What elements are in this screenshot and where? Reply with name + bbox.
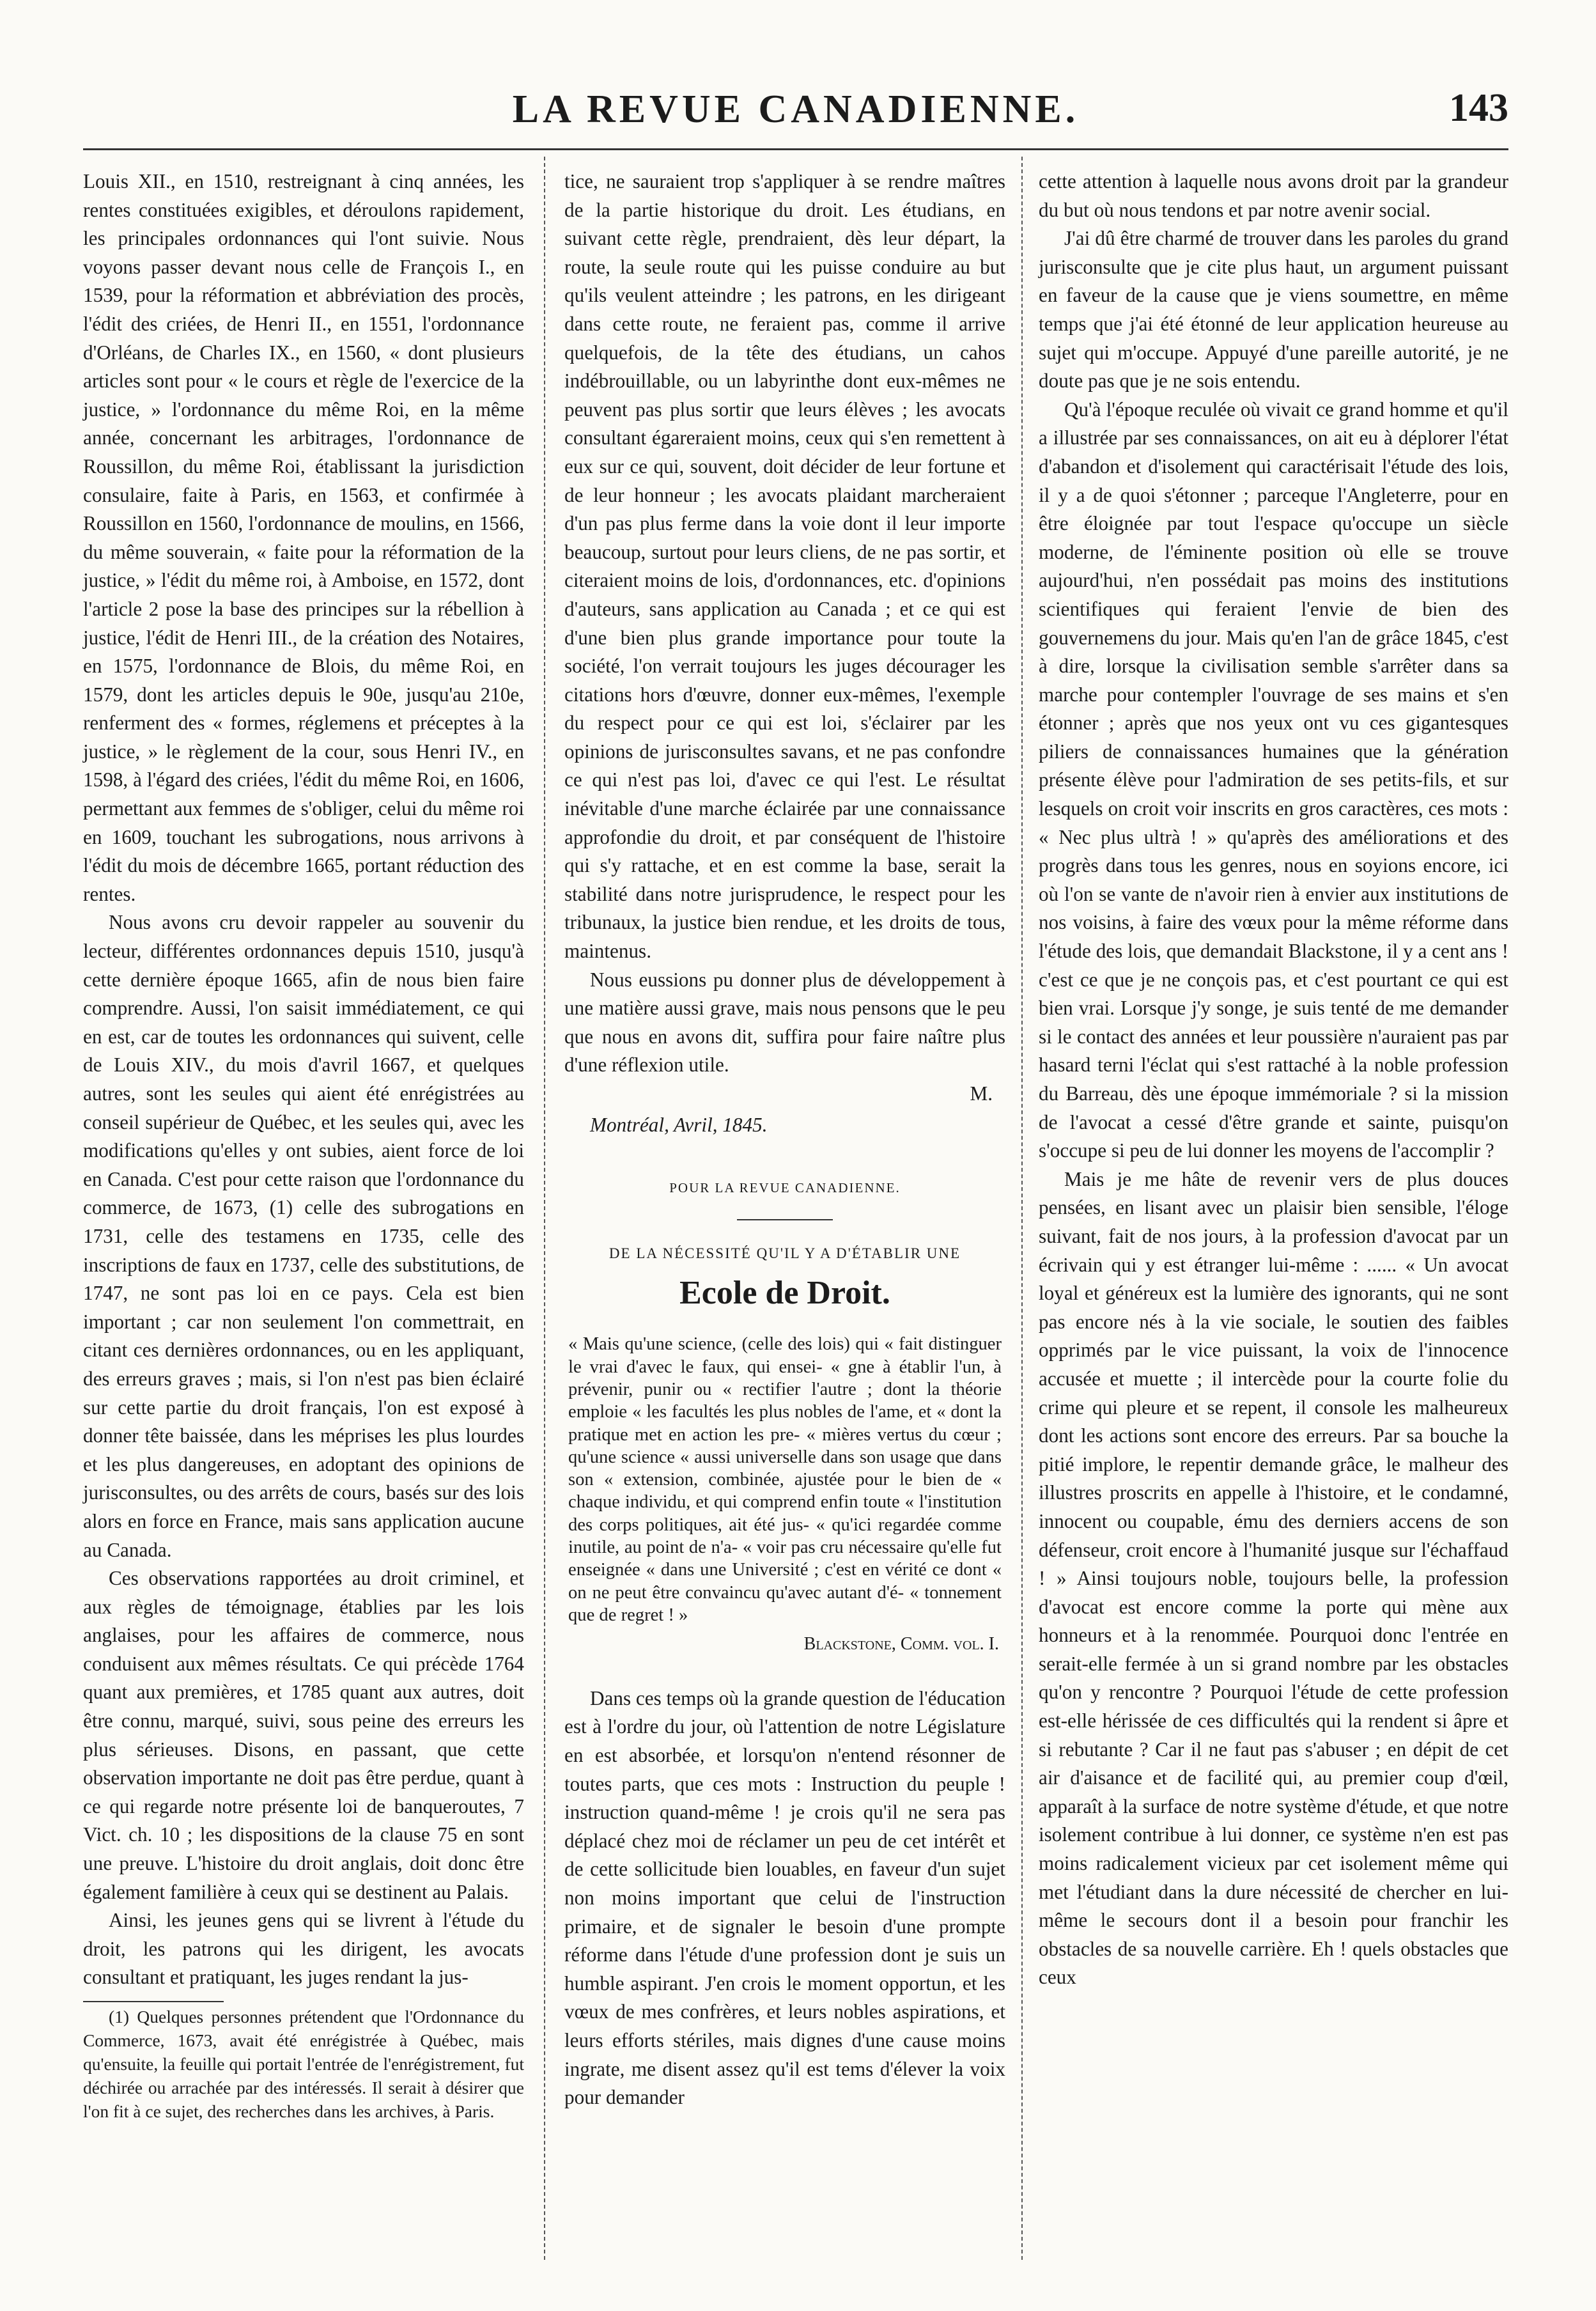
page-header — [83, 83, 1508, 134]
paragraph: cette attention à laquelle nous avons droit par la grandeur du but où nous tendons et par notre avenir social. — [1039, 170, 1508, 221]
paragraph: Nous avons cru devoir rappeler au souvenir du lecteur, différentes ordonnances depuis 1510, jusqu'à cette dernière époque 1665, afin de nous bien faire comprendre. Aussi, l'on saisit immédiatement, ce qui en est, car de toutes les ordonnances qui suivent, celle de Louis XIV., du mois d'avril 1667, et quelques autres, sont les seules qui aient été enrégistrées au conseil supérieur de Québec, et les seules qui, avec les modifications qu'elles y ont subies, aient force de loi en Canada. C'est pour cette raison que l'ordonnance du commerce, de 1673, (1) celle des subrogations en 1731, celle des testamens en 1735, celle des inscriptions de faux en 1737, celle des substitutions, de 1747, ne sont pas loi en ce pays. Cela est bien important ; car non seulement l'on commettrait, en citant ces dernières ordonnances, ou en les appliquant, des erreurs graves ; mais, si l'on n'est pas bien éclairé sur cette partie du droit français, l'on est exposé à donner tête baissée, dans les méprises les plus lourdes et les plus dangereuses, en adoptant des opinions de jurisconsultes, ou des arrêts de cours, basés sur des lois alors en force en France, mais sans application aucune au Canada. — [83, 911, 524, 1561]
paragraph: Qu'à l'époque reculée où vivait ce grand homme et qu'il a illustrée par ses connaissances, on ait eu à déplorer l'état d'abandon et d'isolement qui caractérisait l'étude des lois, il y a de quoi s'étonner ; parceque l'Angleterre, pour en être éloignée par tout l'espace qu'occupe un siècle moderne, de l'éminente position où elle se trouve aujourd'hui, n'en possédait pas moins des institutions scientifiques qui feraient l'envie de bien des gouvernemens du jour. Mais qu'en l'an de grâce 1845, c'est à dire, lorsque la civilisation semble s'arrêter dans sa marche pour contempler l'ouvrage de ses mains et s'en étonner ; après que nos yeux ont vu ces gigantesques piliers de connaissances humaines que la génération présente élève pour l'admiration de ses petits-fils, et sur lesquels on croit voir inscrits en gros caractères, ces mots : « Nec plus ultrà ! » qu'après des améliorations et des progrès dans tous les genres, nous en soyions encore, ici où l'on se vante de n'avoir rien à envier aux institutions de nos voisins, à faire des vœux pour la même réforme dans l'étude des lois, que demandait Blackstone, il y a cent ans ! c'est ce que je ne conçois pas, et c'est pourtant ce qui est bien vrai. Lorsque j'y songe, je suis tenté de me demander si le contact des années et leur poussière n'auraient pas par hasard terni l'éclat qui s'est rattaché à la noble profession du Barreau, dès une époque immémoriale ? si la mission de l'avocat a cessé d'être grande et sainte, puisqu'on s'occupe si peu de lui donner les moyens de l'accomplir ? — [1039, 398, 1508, 1162]
article-subheading: DE LA NÉCESSITÉ QU'IL Y A D'ÉTABLIR UNE — [608, 1245, 961, 1261]
column-divider-2 — [1021, 157, 1023, 2260]
paragraph: Mais je me hâte de revenir vers de plus douces pensées, en lisant avec un plaisir bien sensible, l'éloge suivant, fait de nos jours, à la profession d'avocat par un écrivain qui y est étranger lui-même : ...... « Un avocat loyal et généreux est la lumière des ignorants, qui ne sont pas encore nés à la vie sociale, le soutien des faibles opprimés par le vice puissant, la voix de l'innocence accusée et muette ; il intercède pour la courte folie du crime qui pleure et se repent, il console les malheureux dont les actions sont encore des erreurs. Par sa bouche la pitié implore, le repentir demande grâce, le malheur des illustres proscrits en appelle à l'histoire, et le condamné, innocent ou coupable, ému des derniers accens de son défenseur, croit encore à l'humanité jusque sur l'échaffaud ! » Ainsi toujours noble, toujours belle, la profession d'avocat est encore comme la porte qui mène aux honneurs et à la renommée. Pourquoi donc l'entrée en serait-elle fermée à un si grand nombre par les obstacles qu'on y rencontre ? Pourquoi l'étude de cette profession est-elle hérissée de ces difficultés qui la rendent si âpre et si rebutante ? Car il ne faut pas s'abuser ; en dépit de cet air d'aisance et de facilité qui, au premier coup d'œil, apparaît à la surface de notre système d'étude, et que notre isolement contribue à lui donner, ce système n'en est pas moins radicalement vicieux par cet isolement même qui met l'étudiant dans la dure nécessité de chercher en lui-même le secours dont il a besoin pour franchir les obstacles de sa nouvelle carrière. Eh ! quels obstacles que ceux — [1039, 1167, 1508, 1989]
dateline: Montréal, Avril, 1845. — [590, 1113, 768, 1136]
epigraph-citation: Blackstone, Comm. vol. I. — [803, 1634, 999, 1654]
article-headline: Ecole de Droit. — [679, 1275, 890, 1312]
epigraph-quote: « Mais qu'une science, (celle des lois) qui « fait distinguer le vrai d'avec le faux, qui ensei- « gne à établir l'un, à prévenir, punir ou « rectifier l'autre ; dont la théorie emploie « les facultés les plus nobles de l'ame, et « dont la pratique met en action les pre- « mières vertus du cœur ; qu'une science « aussi universelle dans son usage que dans son « extension, combinée, ajustée pour le bien de « chaque individu, et qui comprend enfin toute « l'institution des corps politiques, ait été jus- « qu'ici regardée comme inutile, au point de n'a- « voir pas cru nécessaire qu'elle fut enseignée « dans une Université ; c'est en vérité ce dont « on ne peut être convaincu qu'avec autant d'é- « tonnement que de regret ! » — [568, 1334, 1002, 1625]
journal-title: LA REVUE CANADIENNE. — [512, 88, 1080, 131]
article-rubric: POUR LA REVUE CANADIENNE. — [669, 1180, 901, 1196]
column-3 — [1039, 167, 1508, 1992]
footnote: (1) Quelques personnes prétendent que l'Ordonnance du Commerce, 1673, avait été enrégistrée à Québec, mais qu'ensuite, la feuille qui portait l'entrée de l'enrégistrement, fut déchirée ou arrachée par des intéressés. Il serait à désirer que l'on fit à ce sujet, des recherches dans les archives, à Paris. — [83, 2007, 524, 2121]
paragraph: Louis XII., en 1510, restreignant à cinq années, les rentes constituées exigibles, et déroulons rapidement, les principales ordonnances qui l'ont suivie. Nous voyons passer devant nous celle de François I., en 1539, pour la réformation et abbréviation des procès, l'édit des criées, de Henri II., en 1551, l'ordonnance d'Orléans, de Charles IX., en 1560, « dont plusieurs articles sont pour « le cours et règle de l'exercice de la justice, » l'ordonnance du même Roi, en la même année, concernant les arbitrages, l'ordonnance de Roussillon, du même Roi, établissant la jurisdiction consulaire, faite à Paris, en 1563, et confirmée à Roussillon en 1560, l'ordonnance de moulins, en 1566, du même souverain, « faite pour la réformation de la justice, » l'édit du même roi, à Amboise, en 1572, dont l'article 2 pose la base des principes sur la rébellion à justice, l'édit de Henri III., de la création des Notaires, en 1575, l'ordonnance de Blois, du même Roi, en 1579, dont les articles depuis le 90e, jusqu'au 210e, renferment des « formes, réglemens et préceptes à la justice, » le règlement de la cour, sous Henri IV., en 1598, à l'égard des criées, l'édit du même Roi, en 1606, permettant aux femmes de s'obliger, celui du même roi en 1609, touchant les subrogations, nous arrivons à l'édit du mois de décembre 1665, portant réduction des rentes. — [83, 170, 524, 905]
footnote-rule — [83, 2001, 224, 2002]
paragraph: Dans ces temps où la grande question de l'éducation est à l'ordre du jour, où l'attention de notre Législature en est absorbée, et lorsqu'on n'entend résonner de toutes parts, que ces mots : Instruction du peuple ! instruction quand-même ! je crois qu'il ne sera pas déplacé chez moi de réclamer un peu de cet intérêt et de cette sollicitude bien louables, en faveur d'un sujet non moins important que celui de l'instruction primaire, et de signaler le besoin d'une prompte réforme dans l'étude d'une profession dont je suis un humble aspirant. J'en crois le moment opportun, et les vœux de mes confrères, et leurs nobles aspirations, et leurs efforts stériles, mais dignes d'une cause moins ingrate, me disent assez qu'il est tems d'élever la voix pour demander — [564, 1686, 1005, 2109]
header-rule — [83, 148, 1508, 150]
paragraph: J'ai dû être charmé de trouver dans les paroles du grand jurisconsulte que je cite plus haut, un argument puissant en faveur de la cause que je viens soumettre, en même temps que j'ai été étonné de leur application heureuse au sujet qui m'occupe. Appuyé d'une pareille autorité, je ne doute pas que je ne sois entendu. — [1039, 227, 1508, 393]
page-number: 143 — [1449, 86, 1508, 130]
separator-rule — [737, 1219, 833, 1220]
paragraph: Ces observations rapportées au droit criminel, et aux règles de témoignage, établies par les lois anglaises, pour les affaires de commerce, nous conduisent aux mêmes résultats. Ce qui précède 1764 quant aux premières, et 1785 quant aux autres, doit être connu, marqué, suivi, sous peine des erreurs les plus sérieuses. Disons, en passant, que cette observation importante ne doit pas être perdue, quant à ce qui regarde notre présente loi de banqueroutes, 7 Vict. ch. 10 ; les dispositions de la clause 75 en sont une preuve. L'histoire du droit anglais, doit donc être également familière à ceux qui se destinent au Palais. — [83, 1567, 524, 1903]
column-1 — [83, 167, 524, 2123]
paragraph: Ainsi, les jeunes gens qui se livrent à l'étude du droit, les patrons qui les dirigent, les avocats consultant et pratiquant, les juges rendant la jus- — [83, 1909, 524, 1989]
author-signature: M. — [970, 1082, 993, 1105]
paragraph: tice, ne sauraient trop s'appliquer à se rendre maîtres de la partie historique du droit. Les étudians, en suivant cette règle, prendraient, dès leur départ, la route, la seule route qui les puisse conduire au but qu'ils veulent atteindre ; les patrons, en les dirigeant dans cette route, ne feraient pas, comme il arrive quelquefois, de la tête des étudians, un cahos indébrouillable, ou un labyrinthe dont eux-mêmes ne peuvent pas plus sortir que leurs élèves ; les avocats consultant égareraient moins, ceux qui s'en remettent à eux sur ce qui, souvent, doit décider de leur fortune et de leur honneur ; les avocats plaidant marcheraient d'un pas plus ferme dans la voie dont il leur importe beaucoup, surtout pour leurs cliens, de ne pas sortir, et citeraient moins de lois, d'ordonnances, etc. d'opinions d'auteurs, sans application au Canada ; et ce qui est d'une bien plus grande importance pour toute la société, l'on verrait toujours les juges décourager les citations hors d'œuvre, donner eux-mêmes, l'exemple du respect pour ce qui est loi, s'éclairer par les opinions de jurisconsultes savans, et ne pas confondre ce qui n'est pas loi, d'avec ce qui l'est. Le résultat inévitable d'une marche éclairée par une connaissance approfondie du droit, et par conséquent de l'histoire qui s'y rattache, et en est comme la base, serait la stabilité dans notre jurisprudence, le respect pour les tribunaux, la justice bien rendue, et les droits de tous, maintenus. — [564, 170, 1005, 963]
paragraph: Nous eussions pu donner plus de développement à une matière aussi grave, mais nous pensons que le peu que nous en avons dit, suffira pour faire naître plus d'une réflexion utile. — [564, 968, 1005, 1077]
column-2 — [564, 167, 1005, 2112]
column-divider-1 — [544, 157, 545, 2260]
